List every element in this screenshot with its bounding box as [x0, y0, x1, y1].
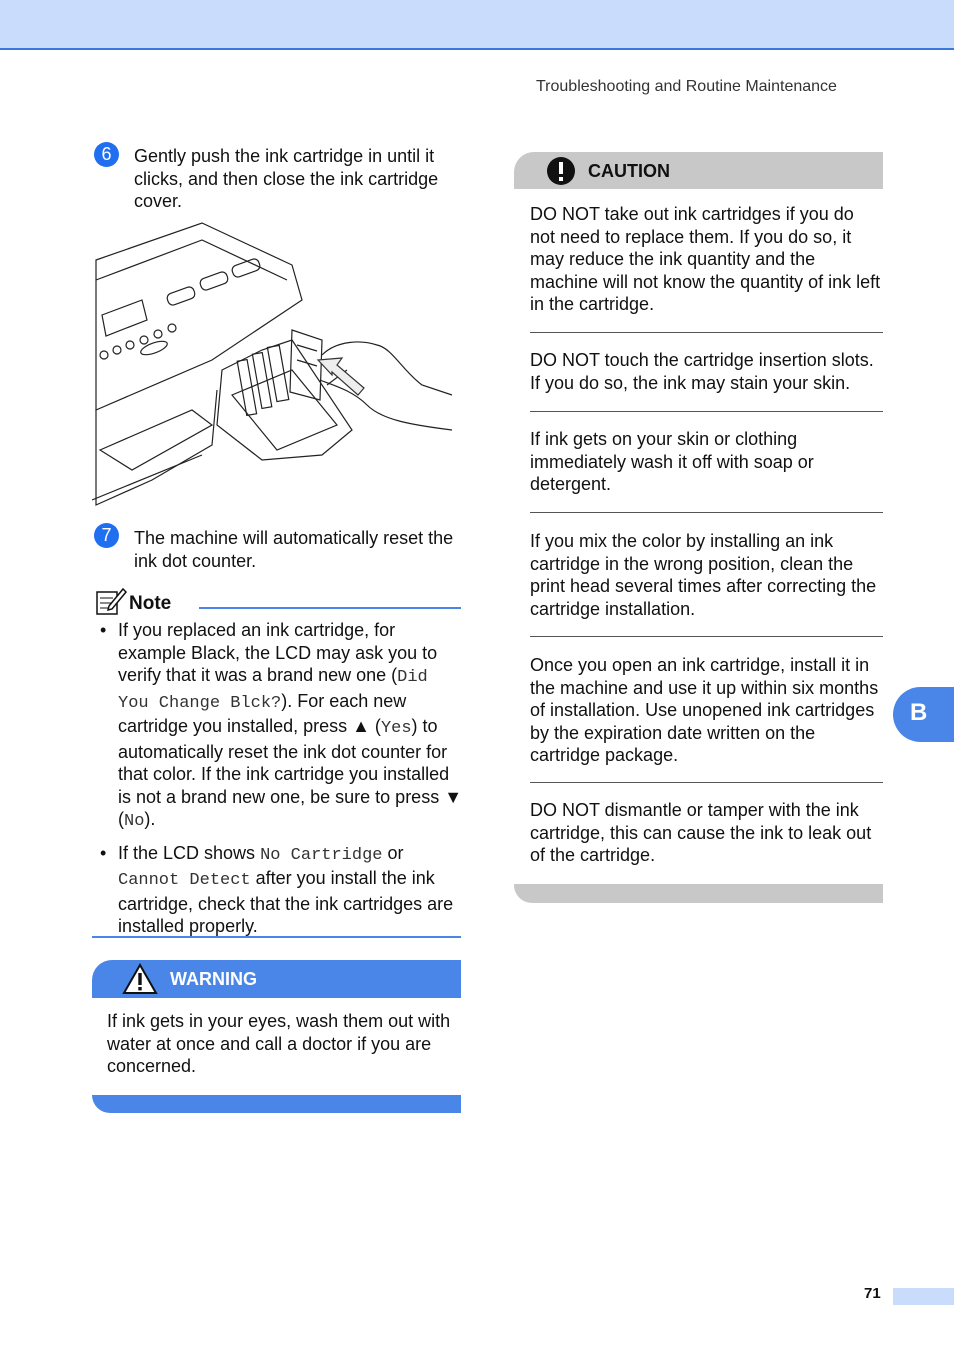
caution-separator: [530, 636, 883, 637]
caution-title: CAUTION: [588, 161, 670, 181]
step-6-number: 6: [94, 142, 119, 167]
caution-separator: [530, 512, 883, 513]
note-title: Note: [129, 593, 172, 614]
step-7-text: The machine will automatically reset the ink dot counter.: [134, 528, 454, 571]
caution-item: Once you open an ink cartridge, install it in the machine and use it up within six months of installation. Use unopened ink cartridges by the expiration date written on the cartridge package.: [530, 655, 879, 765]
caution-item: DO NOT touch the cartridge insertion slots. If you do so, the ink may stain your skin.: [530, 350, 874, 393]
appendix-tab-label: B: [910, 699, 928, 726]
warning-header: [92, 960, 461, 998]
note-text: ).: [144, 809, 156, 829]
note-bullet-item: [100, 842, 462, 938]
warning-triangle-icon: [122, 963, 158, 995]
top-header-bar: [0, 0, 954, 50]
note-divider: [199, 607, 461, 609]
lcd-message: Yes: [380, 719, 412, 738]
caution-footer-bar: [514, 884, 883, 903]
page-number: 71: [864, 1285, 881, 1302]
warning-title: WARNING: [170, 969, 257, 989]
caution-separator: [530, 411, 883, 412]
step-7-number: 7: [94, 523, 119, 548]
bullet-icon: •: [100, 842, 107, 863]
lcd-message: No: [124, 812, 145, 831]
note-text: after you install the ink cartridge, check that the ink cartridges are installed properly.: [118, 868, 454, 936]
running-header-title: Troubleshooting and Routine Maintenance: [536, 78, 837, 95]
bullet-icon: •: [100, 620, 107, 640]
note-text: If you replaced an ink cartridge, for example Black, the LCD may ask you to verify that it was a brand new one (: [118, 620, 438, 685]
lcd-message: No Cartridge: [260, 845, 383, 865]
caution-separator: [530, 332, 883, 333]
caution-item: DO NOT dismantle or tamper with the ink cartridge, this can cause the ink to leak out of the cartridge.: [530, 800, 872, 865]
caution-item: If ink gets on your skin or clothing immediately wash it off with soap or detergent.: [530, 429, 814, 494]
warning-footer-bar: [92, 1095, 461, 1113]
warning-text: If ink gets in your eyes, wash them out with water at once and call a doctor if you are concerned.: [107, 1011, 451, 1076]
appendix-b-tab: [893, 687, 954, 742]
lcd-message: Did You Change Blck?: [118, 668, 428, 713]
caution-item: DO NOT take out ink cartridges if you do not need to replace them. If you do so, it may reduce the ink quantity and the machine will not know the quantity of ink left in the cartridge.: [530, 204, 881, 314]
caution-header: [514, 152, 883, 189]
note-bullet-item: [100, 619, 462, 834]
note-text: or: [382, 842, 404, 863]
note-bullet-list: [100, 619, 462, 946]
note-pencil-icon: [95, 586, 127, 616]
note-text: ). For each new cartridge you installed, press ▲ (: [118, 690, 407, 736]
caution-item: If you mix the color by installing an ink cartridge in the wrong position, clean the print head several times after correcting the cartridge installation.: [530, 531, 877, 619]
caution-exclamation-icon: [546, 156, 576, 186]
page-number-tab: [893, 1288, 954, 1305]
lcd-message: Cannot Detect: [118, 871, 251, 890]
section-divider: [92, 936, 461, 938]
step-6-text: Gently push the ink cartridge in until it clicks, and then close the ink cartridge cover.: [134, 146, 439, 211]
note-text: ) to automatically reset the ink dot counter for that color. If the ink cartridge you installed is not a brand new one, be sure to press ▼ (: [118, 716, 463, 829]
caution-separator: [530, 782, 883, 783]
note-text: If the LCD shows: [118, 842, 261, 863]
note-header: [95, 586, 461, 616]
printer-ink-cartridge-install-icon: [92, 220, 462, 510]
